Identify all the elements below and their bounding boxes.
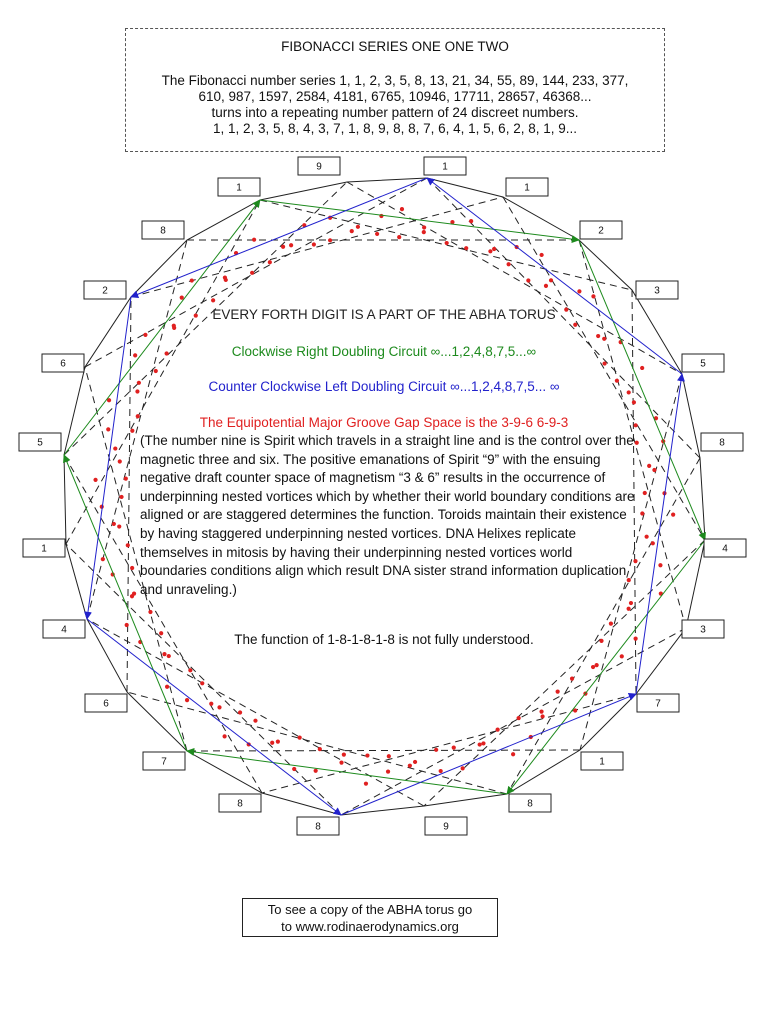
node-number: 6: [103, 698, 109, 710]
groove-dot: [464, 246, 468, 250]
groove-dot: [620, 654, 624, 658]
groove-dot: [350, 229, 354, 233]
groove-dot: [645, 535, 649, 539]
abha-heading: EVERY FORTH DIGIT IS A PART OF THE ABHA TORUS: [212, 307, 556, 322]
groove-dot: [413, 760, 417, 764]
node-label-1: [424, 157, 466, 175]
groove-dot: [375, 232, 379, 236]
groove-dot: [556, 689, 560, 693]
node-number: 3: [654, 285, 660, 297]
groove-dot: [188, 668, 192, 672]
groove-dot: [281, 245, 285, 249]
groove-dot: [253, 719, 257, 723]
counter-clockwise-caption: Counter Clockwise Left Doubling Circuit ∞...1,2,4,8,7,5... ∞: [208, 379, 560, 394]
node-number: 6: [60, 358, 66, 370]
groove-dot: [113, 446, 117, 450]
groove-dot: [172, 326, 176, 330]
groove-dot: [397, 235, 401, 239]
groove-dot: [112, 522, 116, 526]
groove-dot: [570, 677, 574, 681]
groove-dot: [167, 654, 171, 658]
node-number: 5: [700, 358, 706, 370]
groove-dot: [222, 734, 226, 738]
groove-dot: [126, 543, 130, 547]
node-label-8: [701, 433, 743, 451]
groove-dot: [268, 260, 272, 264]
groove-dot: [596, 334, 600, 338]
website-link-box[interactable]: [242, 898, 498, 937]
groove-dot: [130, 566, 134, 570]
node-label-8: [297, 817, 339, 835]
node-number: 7: [161, 756, 167, 768]
groove-dot: [101, 557, 105, 561]
node-number: 1: [236, 182, 242, 194]
header-line: The Fibonacci number series 1, 1, 2, 3, 5, 8, 13, 21, 34, 55, 89, 144, 233, 377,: [161, 73, 629, 88]
groove-dot: [445, 241, 449, 245]
groove-dot: [540, 714, 544, 718]
groove-dot: [185, 698, 189, 702]
node-number: 8: [527, 798, 533, 810]
node-number: 8: [160, 225, 166, 237]
groove-dot: [387, 754, 391, 758]
groove-dot: [125, 623, 129, 627]
function-note: The function of 1-8-1-8-1-8 is not fully understood.: [234, 632, 534, 647]
header-line: 1, 1, 2, 3, 5, 8, 4, 3, 7, 1, 8, 9, 8, 8, 7, 6, 4, 1, 5, 6, 2, 8, 1, 9...: [213, 121, 577, 136]
node-label-1: [506, 178, 548, 196]
groove-dot: [658, 563, 662, 567]
groove-dot: [298, 736, 302, 740]
groove-dot: [496, 728, 500, 732]
groove-dot: [276, 740, 280, 744]
groove-dot: [469, 219, 473, 223]
dashed-line: [187, 750, 580, 751]
node-label-1: [23, 539, 65, 557]
node-number: 7: [655, 698, 661, 710]
groove-dot: [124, 477, 128, 481]
groove-dot: [165, 685, 169, 689]
node-label-6: [85, 694, 127, 712]
groove-dot: [312, 242, 316, 246]
groove-dot: [252, 238, 256, 242]
node-label-2: [84, 281, 126, 299]
groove-dot: [211, 298, 215, 302]
groove-dot: [119, 495, 123, 499]
node-label-5: [19, 433, 61, 451]
node-number: 5: [37, 437, 43, 449]
node-label-3: [636, 281, 678, 299]
node-label-8: [219, 794, 261, 812]
groove-dot: [481, 741, 485, 745]
node-number: 1: [442, 161, 448, 173]
groove-dot: [671, 513, 675, 517]
groove-dot: [342, 753, 346, 757]
groove-dot: [652, 468, 656, 472]
groove-dot: [602, 337, 606, 341]
groove-dot: [511, 752, 515, 756]
node-label-4: [704, 539, 746, 557]
groove-dot: [651, 541, 655, 545]
groove-dot: [400, 207, 404, 211]
header-title: FIBONACCI SERIES ONE ONE TWO: [281, 39, 509, 54]
groove-dot: [314, 769, 318, 773]
groove-dot: [492, 247, 496, 251]
groove-dot: [595, 663, 599, 667]
link-text-line2[interactable]: to www.rodinaerodynamics.org: [281, 919, 459, 934]
node-number: 1: [599, 756, 605, 768]
groove-dot: [318, 747, 322, 751]
groove-dot: [478, 742, 482, 746]
node-number: 8: [719, 437, 725, 449]
node-number: 1: [41, 543, 47, 555]
groove-dot: [132, 592, 136, 596]
groove-dot: [386, 769, 390, 773]
groove-dot: [289, 243, 293, 247]
explanation-text: (The number nine is Spirit which travels in a straight line and is the control over the magnetic three and six. The positive emanations of Spirit “9” with the ensuing negative draft counter space of magnetism “3 & 6” results in the occurrence of underpinning nested vortices which by whether their world boundary conditions are aligned or are staggered determines the function. Toroids maintain their existence by having staggered underpinning nested vortices. DNA Helixes replicate themselves in mitosis by having their underpinning nested vortices world boundaries conditions align which result DNA sister strand information duplication and unraveling.): [140, 433, 635, 597]
groove-dot: [629, 601, 633, 605]
groove-dot: [217, 705, 221, 709]
groove-dot: [591, 665, 595, 669]
groove-dot: [544, 284, 548, 288]
groove-dot: [209, 702, 213, 706]
header-line: turns into a repeating number pattern of 24 discreet numbers.: [211, 105, 579, 120]
node-label-8: [142, 221, 184, 239]
groove-dot: [602, 361, 606, 365]
groove-dot: [461, 766, 465, 770]
node-label-7: [637, 694, 679, 712]
groove-dot: [154, 369, 158, 373]
groove-dot: [190, 278, 194, 282]
clockwise-caption: Clockwise Right Doubling Circuit ∞...1,2,4,8,7,5...∞: [231, 344, 537, 359]
groove-dot: [148, 610, 152, 614]
groove-dot: [540, 253, 544, 257]
groove-dot: [627, 607, 631, 611]
groove-dot: [356, 225, 360, 229]
node-number: 8: [237, 798, 243, 810]
groove-dot: [93, 478, 97, 482]
groove-dot: [452, 746, 456, 750]
groove-dot: [439, 769, 443, 773]
header-box: [125, 28, 665, 152]
groove-dot: [488, 249, 492, 253]
groove-dot: [647, 464, 651, 468]
groove-dot: [365, 753, 369, 757]
groove-dot: [526, 278, 530, 282]
header-line: 610, 987, 1597, 2584, 4181, 6765, 10946, 17711, 28657, 46368...: [198, 89, 592, 104]
groove-dot: [250, 271, 254, 275]
groove-dot: [434, 748, 438, 752]
groove-dot: [339, 761, 343, 765]
groove-dot: [117, 524, 121, 528]
node-number: 8: [315, 821, 321, 833]
groove-dot: [517, 716, 521, 720]
node-number: 1: [524, 182, 530, 194]
groove-dot: [609, 621, 613, 625]
groove-dot: [507, 262, 511, 266]
groove-dot: [408, 764, 412, 768]
groove-dot: [632, 400, 636, 404]
node-label-7: [143, 752, 185, 770]
groove-dot: [640, 366, 644, 370]
groove-dot: [422, 225, 426, 229]
node-label-1: [218, 178, 260, 196]
groove-dot: [292, 767, 296, 771]
node-label-2: [580, 221, 622, 239]
groove-dot: [238, 710, 242, 714]
groove-caption: The Equipotential Major Groove Gap Space is the 3-9-6 6-9-3: [199, 415, 569, 430]
node-number: 9: [316, 161, 322, 173]
groove-dot: [640, 511, 644, 515]
groove-dot: [200, 681, 204, 685]
node-number: 2: [598, 225, 604, 237]
groove-dot: [270, 741, 274, 745]
node-label-9: [298, 157, 340, 175]
node-number: 2: [102, 285, 108, 297]
node-number: 3: [700, 624, 706, 636]
groove-dot: [162, 652, 166, 656]
link-text-line1: To see a copy of the ABHA torus go: [267, 902, 473, 917]
groove-dot: [364, 782, 368, 786]
groove-dot: [118, 459, 122, 463]
groove-dot: [643, 491, 647, 495]
node-number: 9: [443, 821, 449, 833]
node-label-9: [425, 817, 467, 835]
groove-dot: [591, 294, 595, 298]
groove-dot: [549, 278, 553, 282]
node-number: 4: [722, 543, 728, 555]
dashed-line: [131, 197, 503, 297]
groove-dot: [224, 278, 228, 282]
node-label-1: [581, 752, 623, 770]
groove-dot: [577, 289, 581, 293]
dashed-line: [341, 628, 686, 815]
node-label-8: [509, 794, 551, 812]
groove-dot: [422, 230, 426, 234]
groove-dot: [328, 238, 332, 242]
node-number: 4: [61, 624, 67, 636]
groove-dot: [539, 710, 543, 714]
groove-dot: [143, 333, 147, 337]
